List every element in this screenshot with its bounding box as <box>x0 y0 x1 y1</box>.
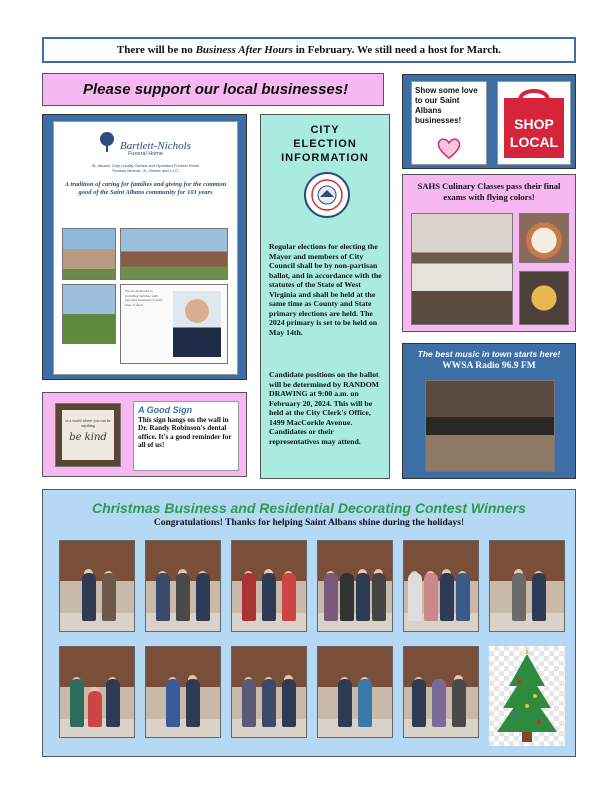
city-seal-icon <box>304 172 350 218</box>
be-kind-sign-photo <box>55 403 121 467</box>
show-some-love-card <box>411 81 487 165</box>
sign-line2: be kind <box>69 432 107 443</box>
winner-photo <box>59 646 135 738</box>
support-local-heading: Please support our local businesses! <box>42 73 384 106</box>
radio-studio-photo <box>425 380 555 472</box>
winner-photo <box>231 646 307 738</box>
bartlett-nichols-flyer <box>53 121 238 375</box>
funeral-home-photo-2 <box>120 228 228 280</box>
winner-photo <box>231 540 307 632</box>
bartlett-nichols-subtitle: Funeral Home <box>128 151 163 157</box>
bartlett-nichols-ad <box>42 114 247 380</box>
wwsa-radio-ad <box>402 343 576 479</box>
bartlett-nichols-name: Bartlett-Nichols <box>120 140 191 152</box>
winner-photo <box>489 540 565 632</box>
heart-icon <box>436 136 462 160</box>
wwsa-station: WWSA Radio 96.9 FM <box>442 361 536 371</box>
sahs-culinary-section <box>402 174 576 332</box>
winner-photo <box>317 540 393 632</box>
shop-local-line2: LOCAL <box>509 134 559 150</box>
winner-photo <box>403 646 479 738</box>
tree-logo-icon <box>98 132 116 152</box>
culinary-class-photo <box>411 213 513 325</box>
good-sign-section <box>42 392 247 477</box>
funeral-home-brochure: We are dedicated to providing families with personal assistance in their time of need. <box>120 284 228 364</box>
christmas-contest-title: Christmas Business and Residential Decorating Contest Winners <box>92 500 526 516</box>
christmas-tree-icon <box>489 646 565 746</box>
christmas-contest-subtitle: Congratulations! Thanks for helping Saint Albans shine during the holidays! <box>153 518 465 528</box>
dessert-photo <box>519 213 569 263</box>
sign-line1: in a world where you can be anything <box>65 418 111 428</box>
banner-italic: Business After Hours <box>195 44 293 56</box>
business-after-hours-banner <box>42 37 576 63</box>
good-sign-card <box>133 401 239 471</box>
good-sign-body: This sign hangs on the wall in Dr. Randy Robinson's dental office. It's a good reminder for all of us! <box>138 416 232 450</box>
winner-photo <box>317 646 393 738</box>
street-banner-photo <box>62 284 116 344</box>
shop-local-logo <box>497 81 571 165</box>
shop-local-line1: SHOP <box>514 116 554 132</box>
winner-photo <box>403 540 479 632</box>
show-some-love-text: Show some love to our Saint Albans businesses! <box>415 86 478 125</box>
bartlett-nichols-tagline: A tradition of caring for families and giving for the common good of the Saint Albans community for 101 years <box>64 181 227 196</box>
funeral-home-photo-1 <box>62 228 116 280</box>
winner-photo <box>145 646 221 738</box>
bartlett-nichols-line2: Thomas Nichols, Jr., Owner and L.I.C. <box>111 168 180 173</box>
dish-photo <box>519 271 569 325</box>
christmas-contest-section <box>42 489 576 757</box>
city-election-para2: Candidate positions on the ballot will be determined by RANDOM DRAWING at 9:00 a.m. on February 20, 2024. This will be held at the City Clerk's Office, 1499 MacCorkle Avenue. Candidates or their representatives may attend. <box>269 370 380 446</box>
wwsa-tagline: The best music in town starts here! <box>417 349 561 359</box>
sahs-culinary-title: SAHS Culinary Classes pass their final exams with flying colors! <box>417 181 561 202</box>
good-sign-heading: A Good Sign <box>138 405 193 415</box>
banner-suffix: in February. We still need a host for March. <box>292 44 502 56</box>
city-election-title: CITY ELECTION INFORMATION <box>281 124 369 164</box>
bartlett-nichols-line1: St. Albans' Only Locally Owned and Operated Funeral Home <box>91 163 200 168</box>
banner-prefix: There will be no <box>116 44 196 56</box>
christmas-tree-image <box>489 646 565 746</box>
winner-photo <box>145 540 221 632</box>
winner-photo <box>59 540 135 632</box>
city-election-info <box>260 114 390 479</box>
city-election-para1: Regular elections for electing the Mayor and members of City Council shall be by non-partisan ballot, and in accordance with the statutes of the State of West Virginia and shall be held at the same time as County and State primary elections are held. The 2024 primary is set to be held on May 14th. <box>269 242 382 337</box>
shop-local-ad <box>402 74 576 169</box>
